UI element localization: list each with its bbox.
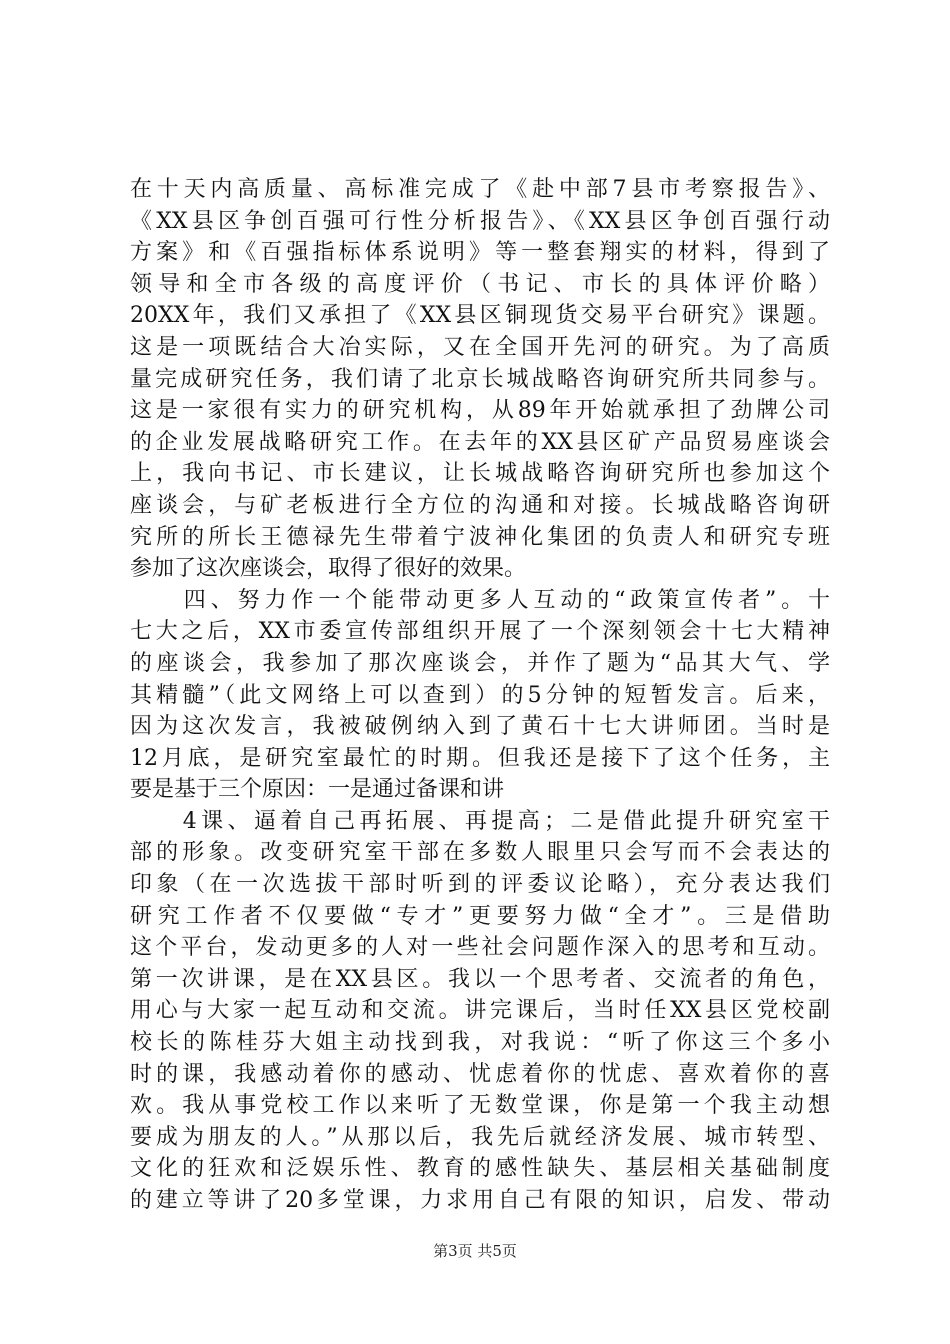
text-line: 量完成研究任务，我们请了北京长城战略咨询研究所共同参与。 (130, 366, 830, 392)
text-line: 四、努力作一个能带动更多人互动的“政策宣传者”。十 (130, 587, 830, 613)
text-line: 因为这次发言，我被破例纳入到了黄石十七大讲师团。当时是 (130, 714, 830, 740)
text-line: 的座谈会，我参加了那次座谈会，并作了题为“品其大气、学 (130, 650, 830, 676)
page-number-footer: 第3页 共5页 (433, 1242, 517, 1260)
text-line: 上，我向书记、市长建议，让长城战略咨询研究所也参加这个 (130, 461, 830, 487)
text-line: 领导和全市各级的高度评价（书记、市长的具体评价略） (130, 271, 830, 297)
text-line: 方案》和《百强指标体系说明》等一整套翔实的材料，得到了 (130, 240, 830, 266)
text-line: 的建立等讲了20多堂课，力求用自己有限的知识，启发、带动 (130, 1188, 830, 1213)
text-line: 座谈会，与矿老板进行全方位的沟通和对接。长城战略咨询研 (130, 492, 830, 518)
text-line: 参加了这次座谈会，取得了很好的效果。 (130, 556, 527, 582)
text-line: 第一次讲课，是在XX县区。我以一个思考者、交流者的角色， (130, 966, 830, 992)
text-line: 文化的狂欢和泛娱乐性、教育的感性缺失、基层相关基础制度 (130, 1156, 830, 1182)
text-line: 4课、逼着自己再拓展、再提高；二是借此提升研究室干 (130, 808, 830, 834)
text-line: 时的课，我感动着你的感动、忧虑着你的忧虑、喜欢着你的喜 (130, 1061, 830, 1087)
text-line: 《XX县区争创百强可行性分析报告》、《XX县区争创百强行动 (130, 208, 830, 234)
body-text (130, 174, 830, 1217)
text-line: 的企业发展战略研究工作。在去年的XX县区矿产品贸易座谈会 (130, 429, 830, 455)
text-line: 欢。我从事党校工作以来听了无数堂课，你是第一个我主动想 (130, 1093, 830, 1119)
text-line: 其精髓”（此文网络上可以查到）的5分钟的短暂发言。后来， (130, 682, 830, 708)
text-line: 这是一项既结合大冶实际，又在全国开先河的研究。为了高质 (130, 334, 830, 360)
text-line: 用心与大家一起互动和交流。讲完课后，当时任XX县区党校副 (130, 998, 830, 1024)
text-line: 校长的陈桂芬大姐主动找到我，对我说：“听了你这三个多小 (130, 1030, 830, 1056)
text-line: 研究工作者不仅要做“专才”更要努力做“全才”。三是借助 (130, 903, 830, 929)
text-line: 究所的所长王德禄先生带着宁波神化集团的负责人和研究专班 (130, 524, 830, 550)
text-line: 印象（在一次选拔干部时听到的评委议论略），充分表达我们 (130, 872, 830, 898)
text-line: 要成为朋友的人。”从那以后，我先后就经济发展、城市转型、 (130, 1124, 830, 1150)
text-line: 部的形象。改变研究室干部在多数人眼里只会写而不会表达的 (130, 840, 830, 866)
text-line: 20XX年，我们又承担了《XX县区铜现货交易平台研究》课题。 (130, 303, 830, 329)
text-line: 要是基于三个原因：一是通过备课和讲 (130, 777, 505, 803)
text-line: 12月底，是研究室最忙的时期。但我还是接下了这个任务，主 (130, 745, 830, 771)
text-line: 这个平台，发动更多的人对一些社会问题作深入的思考和互动。 (130, 935, 830, 961)
text-line: 七大之后，XX市委宣传部组织开展了一个深刻领会十七大精神 (130, 619, 830, 645)
text-line: 这是一家很有实力的研究机构，从89年开始就承担了劲牌公司 (130, 398, 830, 424)
text-line: 在十天内高质量、高标准完成了《赴中部7县市考察报告》、 (130, 177, 830, 202)
